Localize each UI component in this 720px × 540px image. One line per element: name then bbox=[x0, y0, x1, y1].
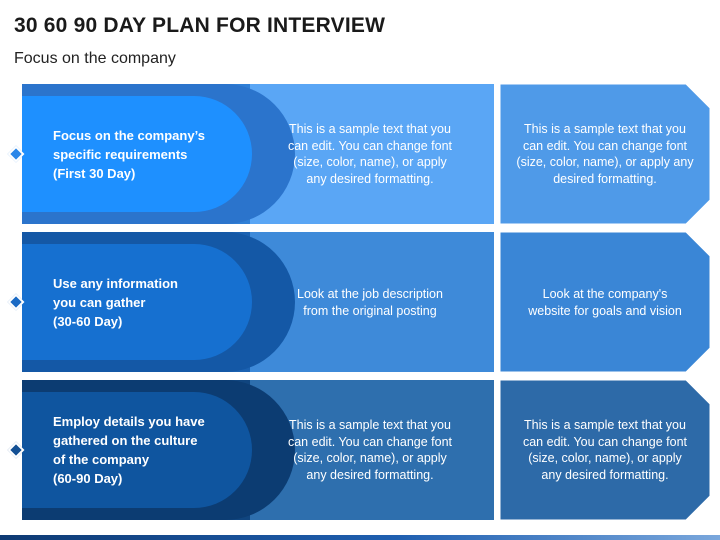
row-label: Use any information you can gather (30-60 Day) bbox=[53, 276, 178, 329]
row-label: Focus on the company’s specific requirements (First 30 Day) bbox=[53, 128, 205, 181]
middle-text: Look at the job description from the original posting bbox=[297, 287, 443, 318]
middle-text: This is a sample text that you can edit. You can change font (size, color, name), or apply any desired formatting. bbox=[287, 418, 453, 482]
page-subtitle: Focus on the company bbox=[14, 50, 176, 67]
plan-row-30-60-day bbox=[0, 232, 720, 372]
right-text: This is a sample text that you can edit. You can change font (size, color, name), or apply any desired formatting. bbox=[516, 122, 694, 186]
right-text: This is a sample text that you can edit. You can change font (size, color, name), or apply any desired formatting. bbox=[522, 418, 688, 482]
footer-gradient-bar bbox=[0, 535, 720, 540]
plan-row-first-30-day bbox=[0, 84, 720, 224]
page-title: 30 60 90 DAY PLAN FOR INTERVIEW bbox=[14, 14, 386, 37]
middle-text: This is a sample text that you can edit. You can change font (size, color, name), or apply any desired formatting. bbox=[287, 122, 453, 186]
plan-row-60-90-day bbox=[0, 380, 720, 520]
right-text: Look at the company's website for goals and vision bbox=[528, 287, 682, 318]
row-label: Employ details you have gathered on the culture of the company (60-90 Day) bbox=[53, 414, 205, 486]
